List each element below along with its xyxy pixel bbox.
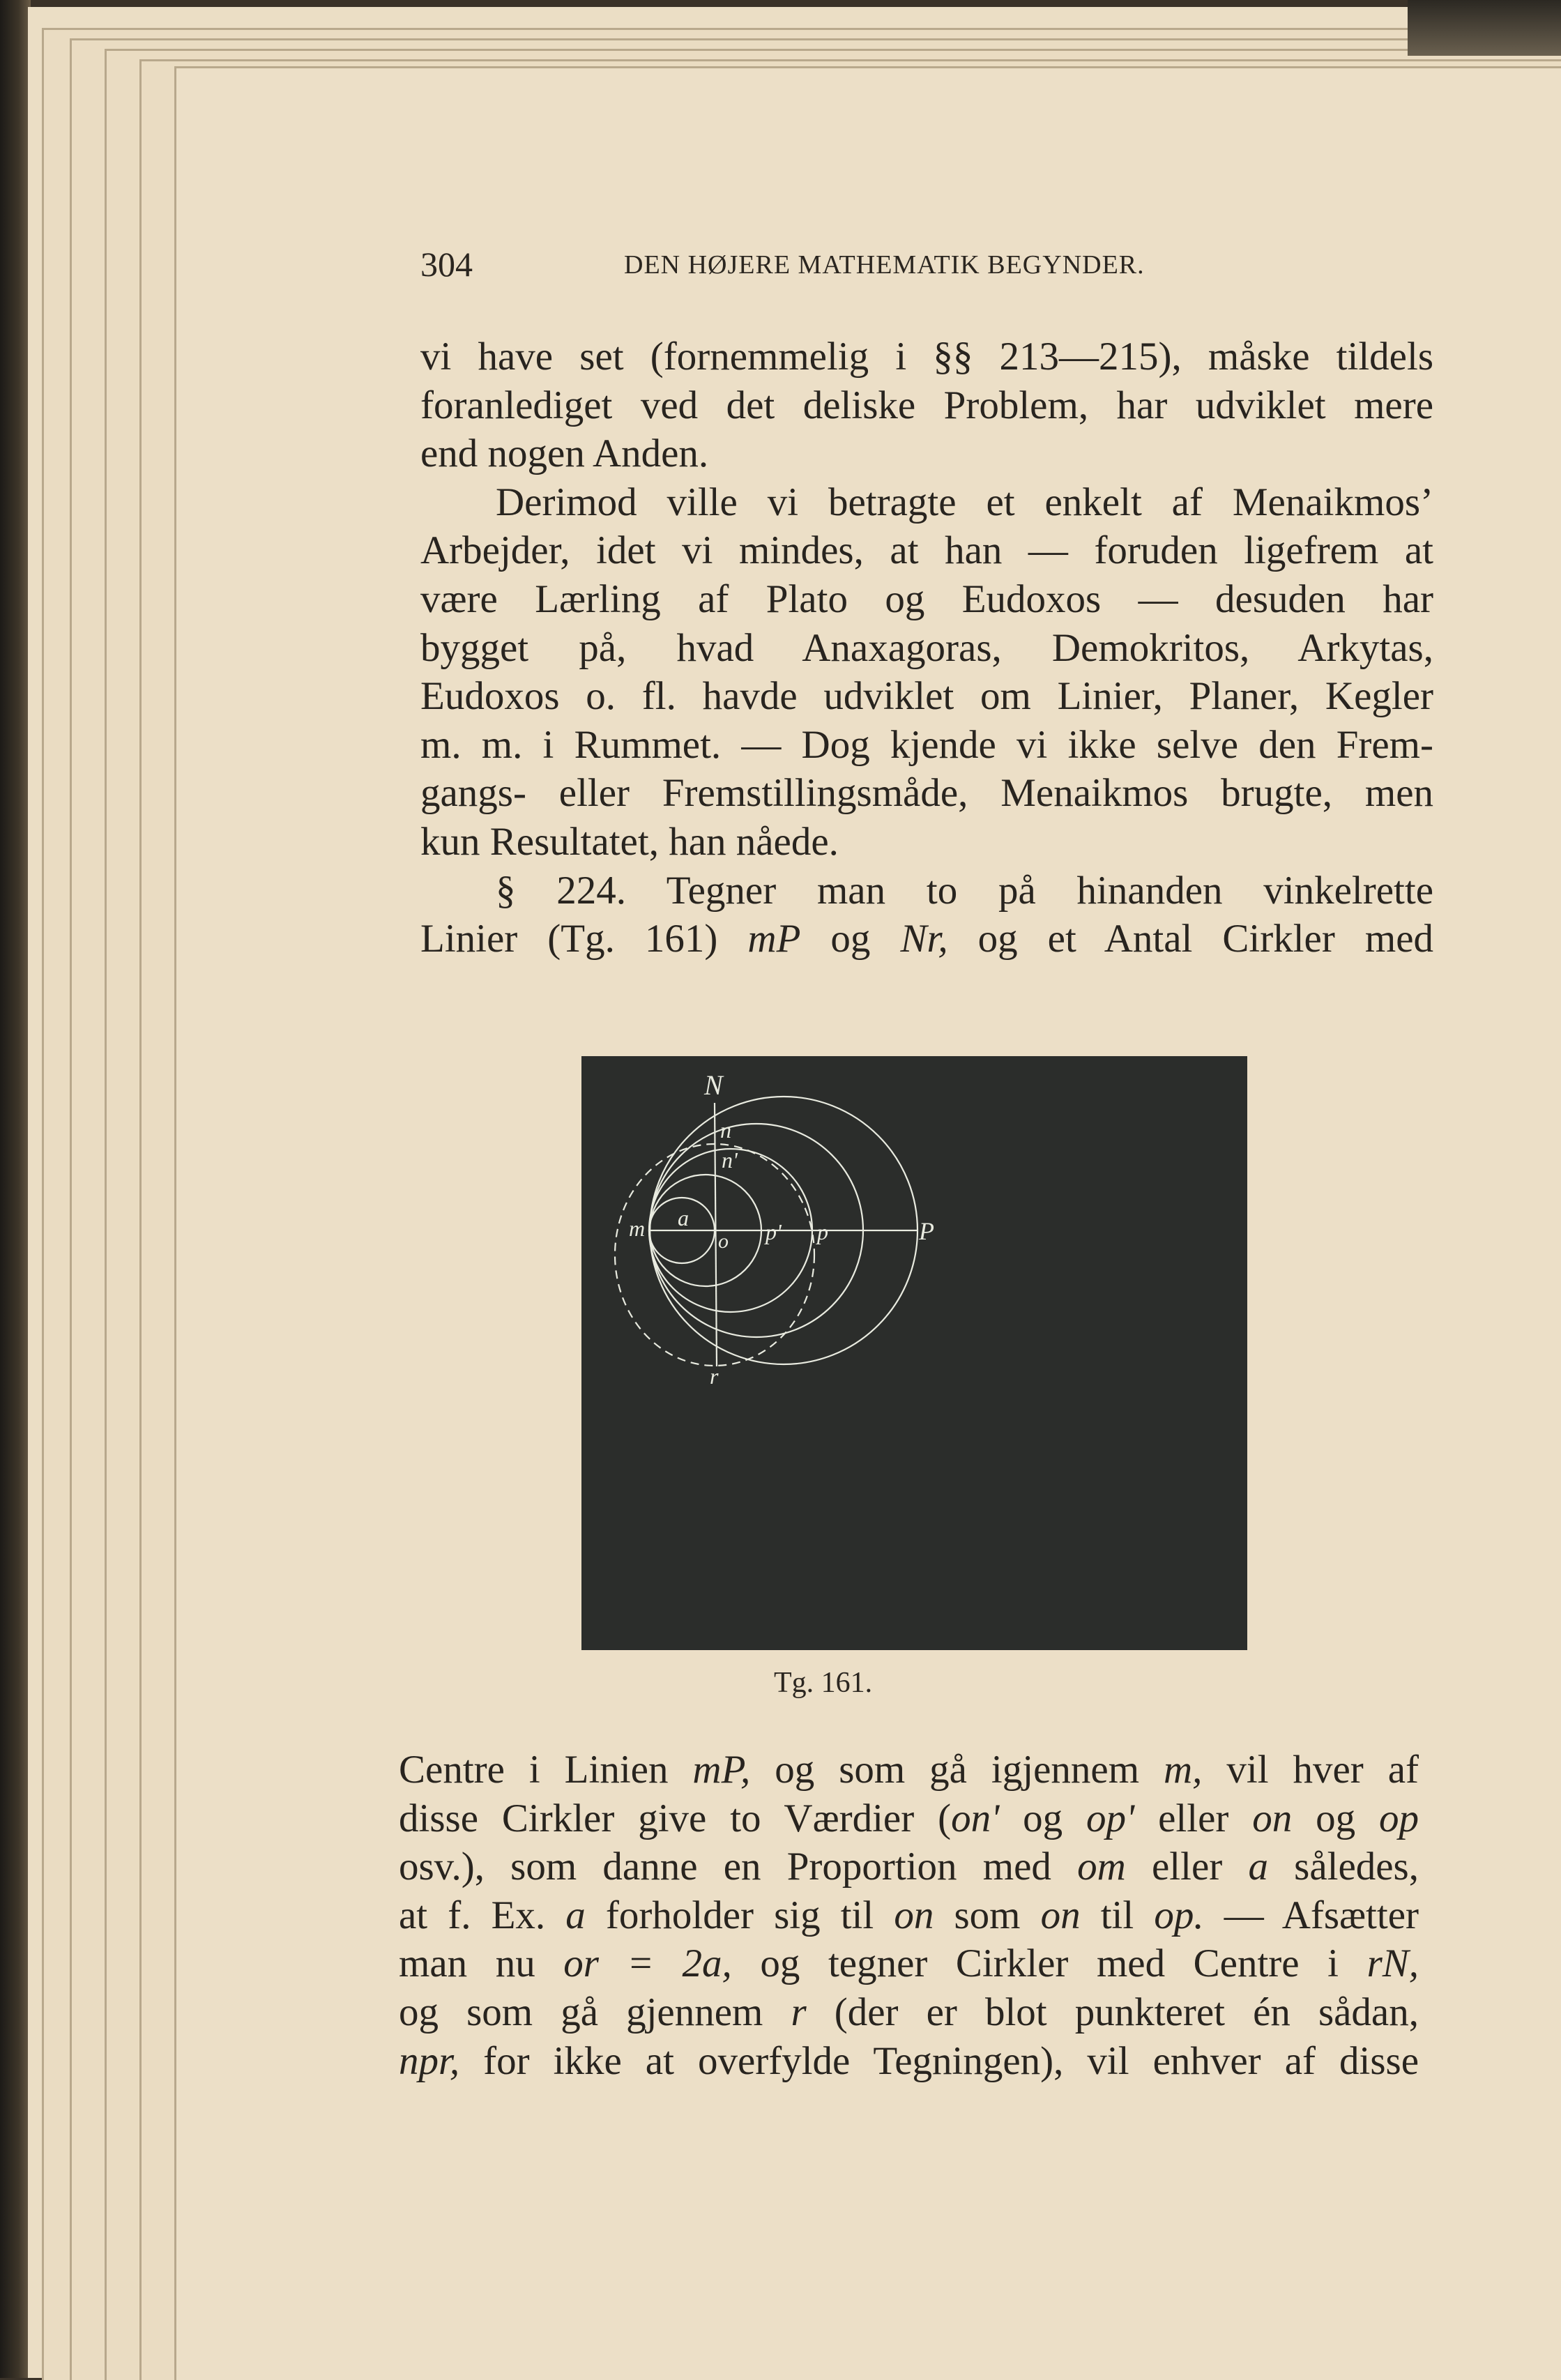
math-symbol: om (1077, 1845, 1126, 1889)
text-run: gangs- eller Fremstillingsmåde, Menaikmos brugte, men (420, 771, 1433, 816)
page-number: 304 (420, 245, 473, 284)
text-line (420, 869, 1433, 913)
text-run: og (999, 1796, 1087, 1840)
label-N: N (704, 1069, 723, 1101)
text-run: og tegner Cirkler med Centre i (731, 1942, 1367, 1986)
text-line (420, 626, 1433, 671)
text-run: Derimod ville vi betragte et enkelt af Menaikmos’ (496, 480, 1433, 524)
math-symbol: a (565, 1893, 586, 1937)
running-title: DEN HØJERE MATHEMATIK BEGYNDER. (624, 250, 1145, 280)
text-line (420, 528, 1433, 573)
text-run: disse Cirkler give to Værdier ( (399, 1796, 952, 1840)
running-header (420, 244, 1299, 286)
text-run: at f. Ex. (399, 1893, 566, 1937)
math-symbol: on (894, 1893, 934, 1937)
book-corner-shadow (1408, 0, 1561, 56)
text-line (420, 432, 1433, 476)
figure-caption: Tg. 161. (774, 1667, 873, 1699)
text-line (399, 1797, 1419, 1841)
text-run: vil hver af (1202, 1748, 1419, 1792)
math-symbol: op (1379, 1796, 1419, 1840)
math-symbol: r (791, 1990, 807, 2034)
text-line (420, 383, 1433, 428)
text-run: forholder sig til (585, 1893, 894, 1937)
text-run: kun Resultatet, han nåede. (420, 820, 839, 864)
label-P: P (919, 1217, 934, 1245)
math-symbol: Nr, (900, 917, 948, 961)
text-run: og som gå igjennem (750, 1748, 1164, 1792)
geometric-diagram (581, 1056, 1247, 1650)
text-line (420, 674, 1433, 719)
text-run: Centre i Linien (399, 1748, 693, 1792)
text-line (399, 1748, 1419, 1792)
text-run: Arbejder, idet vi mindes, at han — foruden ligefrem at (420, 528, 1433, 573)
text-line (399, 1845, 1419, 1889)
label-n: n (720, 1117, 731, 1143)
text-run: eller (1134, 1796, 1253, 1840)
math-symbol: mP (747, 917, 801, 961)
label-p-prime: p' (766, 1219, 782, 1244)
text-line (420, 723, 1433, 768)
label-r: r (710, 1364, 719, 1389)
text-run: således, (1267, 1845, 1419, 1889)
math-symbol: on (1040, 1893, 1081, 1937)
text-run: og et Antal Cirkler med (947, 917, 1433, 961)
text-run: være Lærling af Plato og Eudoxos — desuden har (420, 577, 1433, 621)
text-run: og som gå gjennem (399, 1990, 791, 2034)
text-run: (der er blot punkteret én sådan, (806, 1990, 1419, 2034)
text-run: foranlediget ved det deliske Problem, har udviklet mere (420, 383, 1433, 427)
label-p: p (817, 1219, 828, 1244)
text-run: end nogen Anden. (420, 432, 709, 476)
label-a: a (678, 1205, 689, 1230)
math-symbol: on (1252, 1796, 1293, 1840)
label-n-prime: n' (722, 1147, 738, 1173)
text-run: § 224. Tegner man to på hinanden vinkelrette (496, 868, 1433, 913)
text-run: man nu (399, 1942, 564, 1986)
figure-161 (581, 1056, 1247, 1650)
math-symbol: op. (1154, 1893, 1204, 1937)
math-symbol: npr, (399, 2038, 460, 2083)
text-run: eller (1125, 1845, 1249, 1889)
text-run: for ikke at overfylde Tegningen), vil enhver af disse (459, 2038, 1419, 2083)
text-line (420, 480, 1433, 525)
text-run: og (800, 917, 901, 961)
text-run: som (934, 1893, 1041, 1937)
text-run: Linier (Tg. 161) (420, 917, 748, 961)
math-symbol: op' (1086, 1796, 1135, 1840)
text-run: — Afsætter (1203, 1893, 1419, 1937)
label-o: o (718, 1230, 729, 1253)
text-line (420, 820, 1433, 864)
text-run: Eudoxos o. fl. havde udviklet om Linier, Planer, Kegler (420, 674, 1433, 719)
text-run: og (1292, 1796, 1380, 1840)
text-run: bygget på, hvad Anaxagoras, Demokritos, Arkytas, (420, 625, 1433, 670)
math-symbol: mP, (692, 1748, 751, 1792)
text-line (420, 577, 1433, 622)
math-symbol: on' (951, 1796, 1000, 1840)
text-line (399, 1990, 1419, 2035)
text-run: m. m. i Rummet. — Dog kjende vi ikke selve den Frem- (420, 722, 1433, 767)
math-symbol: a (1248, 1845, 1268, 1889)
text-line (420, 771, 1433, 816)
text-line (399, 1893, 1419, 1938)
text-run: til (1080, 1893, 1155, 1937)
text-line (420, 917, 1433, 961)
text-run: osv.), som danne en Proportion med (399, 1845, 1078, 1889)
text-line (399, 2039, 1419, 2084)
math-symbol: m, (1164, 1748, 1203, 1792)
math-symbol: or = 2a, (563, 1942, 732, 1986)
book-binding (0, 0, 31, 2378)
text-line (399, 1942, 1419, 1986)
label-m: m (629, 1216, 646, 1241)
text-line (420, 335, 1433, 379)
math-symbol: rN, (1366, 1942, 1419, 1986)
text-run: vi have set (fornemmelig i §§ 213—215), måske tildels (420, 335, 1433, 379)
